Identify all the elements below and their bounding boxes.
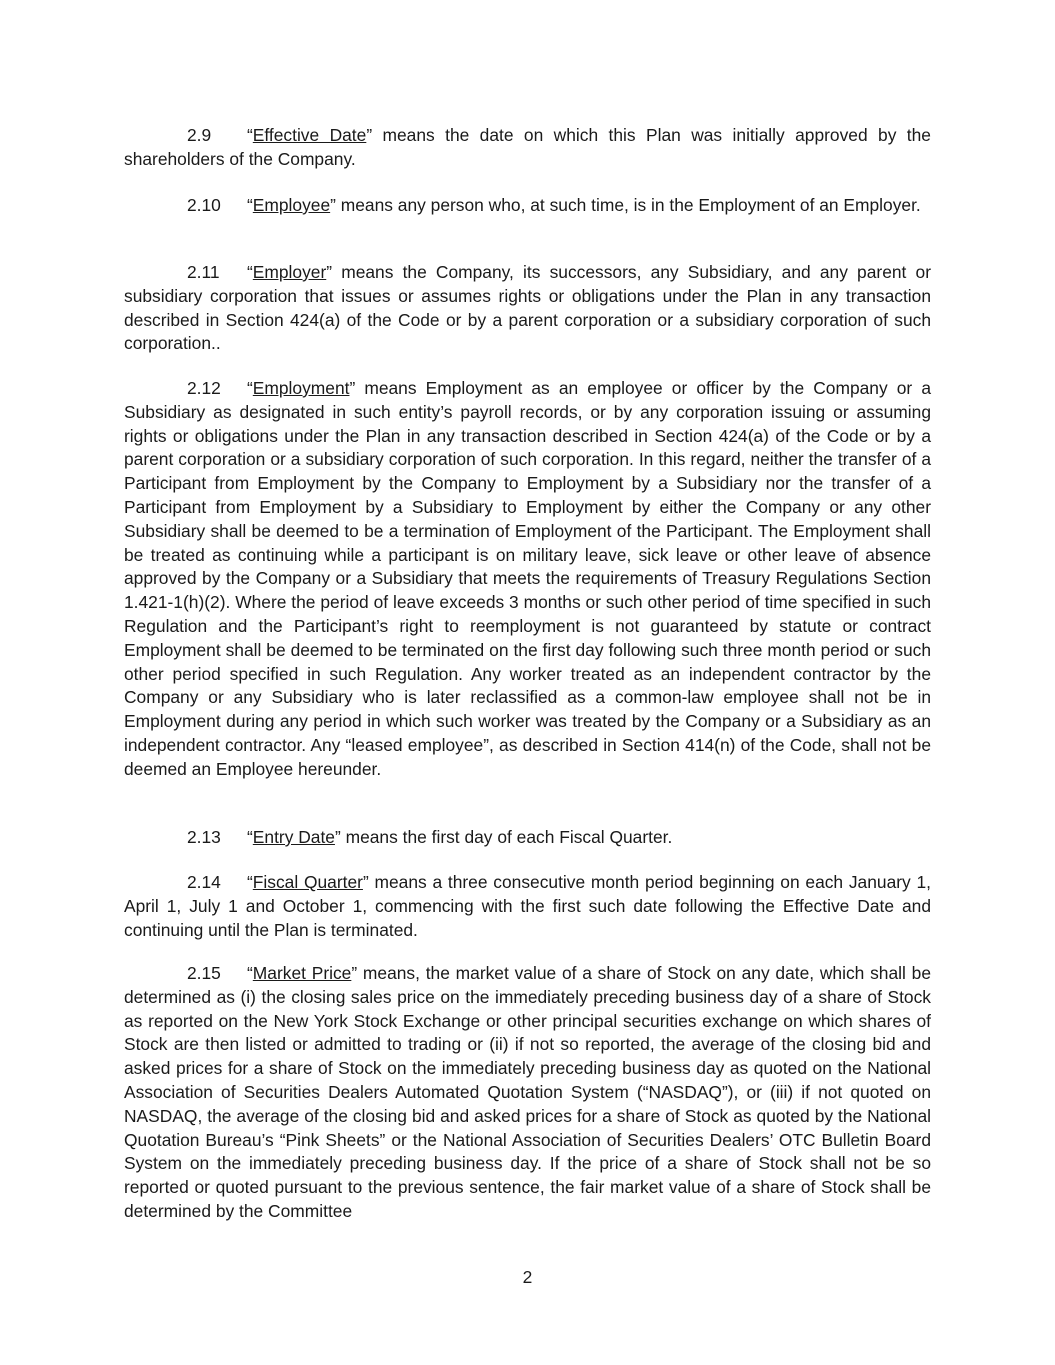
section-number: 2.11 xyxy=(187,262,220,282)
open-quote: “ xyxy=(247,963,253,983)
section-body: means, the market value of a share of Stock on any date, which shall be determined as (i) the closing sales price on the immediately preceding business day of a share of Stock as reported on the New York Stock Exchange or other principal securities exchange on which shares of Stock are then listed or admitted to trading or (ii) if not so reported, the average of the closing bid and asked prices for a share of Stock on the immediately preceding business day as quoted on the National Association of Securities Dealers Automated Quotation System (“NASDAQ”), or (iii) if not quoted on NASDAQ, the average of the closing bid and asked prices for a share of Stock as quoted by the National Quotation Bureau’s “Pink Sheets” or the National Association of Securities Dealers’ OTC Bulletin Board System on the immediately preceding business day. If the price of a share of Stock shall not be so reported or quoted pursuant to the previous sentence, the fair market value of a share of Stock shall be determined by the Committee xyxy=(124,963,931,1221)
section-number: 2.12 xyxy=(187,378,221,398)
close-quote: ” xyxy=(366,125,373,145)
defined-term: Market Price xyxy=(252,963,352,983)
defined-term: Employment xyxy=(252,378,350,398)
section-number: 2.15 xyxy=(187,963,221,983)
close-quote: ” xyxy=(351,963,358,983)
section-body: means the first day of each Fiscal Quarter. xyxy=(340,827,673,847)
open-quote: “ xyxy=(247,378,253,398)
open-quote: “ xyxy=(247,262,253,282)
open-quote: “ xyxy=(247,195,253,215)
section-2-10 xyxy=(124,194,931,218)
section-2-9 xyxy=(124,124,931,172)
defined-term: Effective Date xyxy=(252,125,367,145)
section-body: means a three consecutive month period beginning on each January 1, April 1, July 1 and October 1, commencing with the first such date following the Effective Date and continuing until the Plan is terminated. xyxy=(124,872,932,940)
close-quote: ” xyxy=(349,378,356,398)
open-quote: “ xyxy=(247,872,253,892)
section-body: means Employment as an employee or officer by the Company or a Subsidiary as designated in such entity’s payroll records, or by any corporation issuing or assuming rights or obligations under the Plan in any transaction described in Section 424(a) of the Code or by a parent corporation or a subsidiary corporation of such corporation. In this regard, neither the transfer of a Participant from Employment by the Company to Employment by a Subsidiary nor the transfer of a Participant from Employment by a Subsidiary to Employment by either the Company or any other Subsidiary shall be deemed to be a termination of Employment of the Participant. The Employment shall be treated as continuing while a participant is on military leave, sick leave or other leave of absence approved by the Company or a Subsidiary that meets the requirements of Treasury Regulations Section 1.421-1(h)(2). Where the period of leave exceeds 3 months or such other period of time specified in such Regulation and the Participant’s right to reemployment is not guaranteed by statute or contract Employment shall be deemed to be terminated on the first day following such three month period or such other period specified in such Regulation. Any worker treated as an independent contractor by the Company or any Subsidiary who is later reclassified as a common-law employee shall not be in Employment during any period in which such worker was treated by the Company or a Subsidiary as an independent contractor. Any “leased employee”, as described in Section 414(n) of the Code, shall not be deemed an Employee hereunder. xyxy=(124,378,931,779)
close-quote: ” xyxy=(326,262,333,282)
defined-term: Employee xyxy=(252,195,331,215)
page-number: 2 xyxy=(522,1267,533,1287)
open-quote: “ xyxy=(247,827,253,847)
section-number: 2.10 xyxy=(187,195,221,215)
section-body: means the date on which this Plan was initially approved by the shareholders of the Company. xyxy=(124,125,931,169)
section-2-14 xyxy=(124,871,931,942)
close-quote: ” xyxy=(334,827,341,847)
section-body: means any person who, at such time, is in the Employment of an Employer. xyxy=(335,195,921,215)
defined-term: Fiscal Quarter xyxy=(252,872,363,892)
close-quote: ” xyxy=(330,195,336,215)
section-number: 2.9 xyxy=(187,125,212,145)
section-number: 2.13 xyxy=(187,827,221,847)
defined-term: Employer xyxy=(252,262,327,282)
section-2-11 xyxy=(124,261,931,356)
defined-term: Entry Date xyxy=(252,827,335,847)
section-2-15 xyxy=(124,962,931,1224)
section-number: 2.14 xyxy=(187,872,221,892)
section-body: means the Company, its successors, any Subsidiary, and any parent or subsidiary corporation that issues or assumes rights or obligations under the Plan in any transaction described in Section 424(a) of the Code or by a parent corporation or a subsidiary corporation of such corporation.. xyxy=(124,262,931,354)
open-quote: “ xyxy=(247,125,253,145)
section-2-12 xyxy=(124,377,931,782)
section-2-13 xyxy=(124,826,931,850)
close-quote: ” xyxy=(362,872,369,892)
